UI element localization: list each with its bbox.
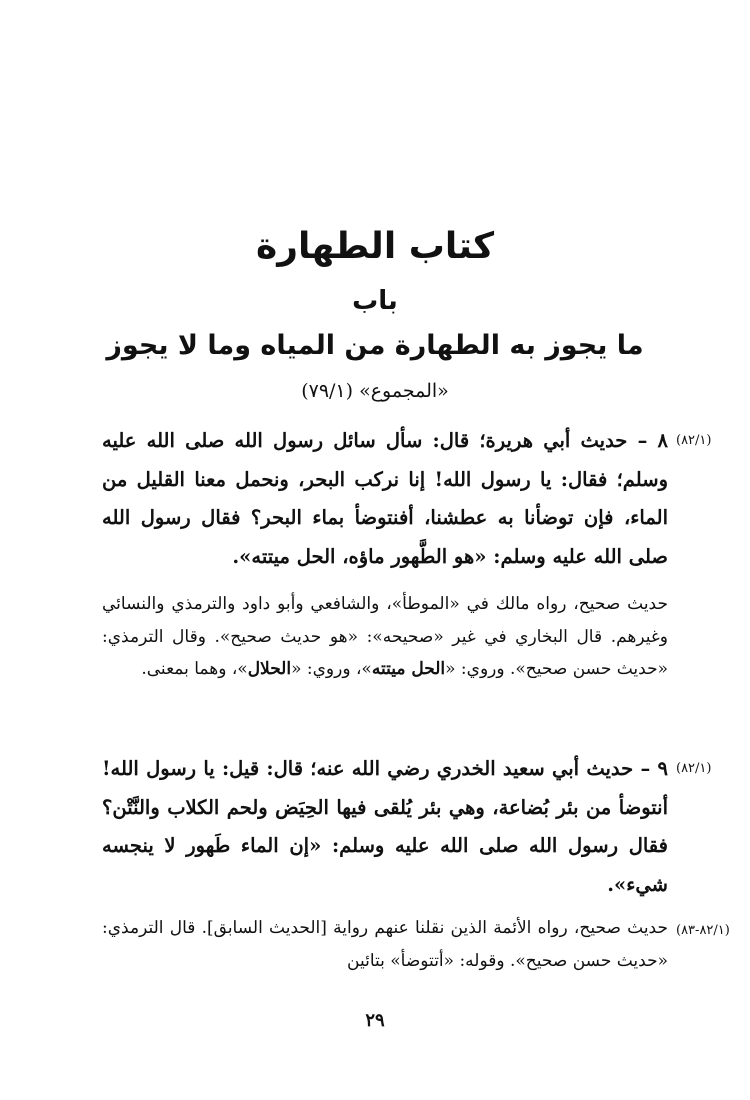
margin-reference: (٨٢/١) bbox=[676, 761, 712, 776]
hadith-number: ٨ – bbox=[637, 429, 668, 452]
hadith-text: حديث أبي سعيد الخدري رضي الله عنه؛ قال: قيل: يا رسول الله! أنتوضأ من بئر بُضاعة، وهي بئر يُلقى فيها الحِيَض ولحم الكلاب والنَّتْن؟ فقال رسول الله صلى الله عليه وسلم: «إن الماء طَهور لا ينجسه شيء». bbox=[102, 757, 668, 896]
margin-reference: (٨٢/١) bbox=[676, 433, 712, 448]
hadith-commentary: حديث صحيح، رواه الأئمة الذين نقلنا عنهم رواية [الحديث السابق]. قال الترمذي: «حديث حسن صحيح». وقوله: «أتتوضأ» بتائين bbox=[102, 918, 668, 971]
commentary-text: حديث صحيح، رواه مالك في «الموطأ»، والشافعي وأبو داود والترمذي والنسائي وغيرهم. قال البخاري في غير «صحيحه»: «هو حديث صحيح». وقال الترمذي: «حديث حسن صحيح». وروي: « bbox=[102, 594, 668, 679]
source-reference: «المجموع» (٧٩/١) bbox=[301, 380, 449, 402]
hadith-entry bbox=[102, 422, 668, 576]
hadith-number: ٩ – bbox=[640, 757, 668, 780]
chapter-title: ما يجوز به الطهارة من المياه وما لا يجوز bbox=[106, 330, 644, 361]
book-title: كتاب الطهارة bbox=[255, 226, 495, 267]
margin-reference: (٨٢/١-٨٣) bbox=[676, 923, 730, 938]
hadith-text: حديث أبي هريرة؛ قال: سأل سائل رسول الله صلى الله عليه وسلم؛ فقال: يا رسول الله! إنا نركب البحر، ونحمل معنا القليل من الماء، فإن توضأنا به عطشنا، أفنتوضأ بماء البحر؟ فقال رسول الله صلى الله عليه وسلم: «هو الطَّهور ماؤه، الحل ميتته». bbox=[102, 429, 668, 568]
commentary-text: »، وهما بمعنى. bbox=[141, 659, 248, 679]
hadith-entry bbox=[102, 750, 668, 904]
commentary-emphasis: الحل ميتته bbox=[371, 659, 446, 679]
hadith-commentary bbox=[102, 588, 668, 686]
page-number: ٢٩ bbox=[365, 1010, 385, 1031]
chapter-label: باب bbox=[352, 286, 398, 316]
commentary-text: »، وروي: « bbox=[291, 659, 372, 679]
commentary-emphasis: الحلال bbox=[247, 659, 292, 679]
